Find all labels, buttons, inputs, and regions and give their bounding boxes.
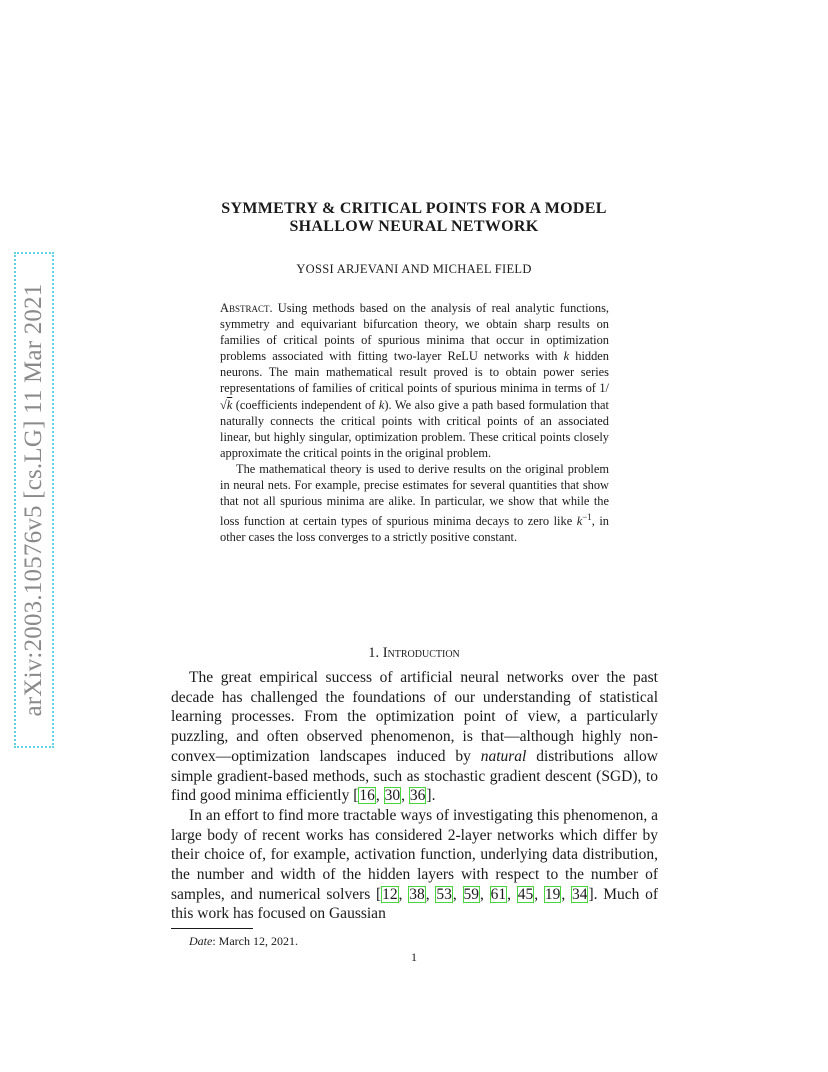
emphasis-natural: natural xyxy=(480,747,527,765)
abstract-text: , in other cases the loss converges to a strictly positive constant. xyxy=(220,514,609,545)
math-k: k xyxy=(378,397,385,412)
citation-link[interactable]: 59 xyxy=(463,885,479,903)
section-title: Introduction xyxy=(382,645,460,661)
citation-link[interactable]: 34 xyxy=(571,885,588,903)
citation-link[interactable]: 30 xyxy=(384,787,401,805)
page-number: 1 xyxy=(411,950,417,964)
title-line-1: SYMMETRY & CRITICAL POINTS FOR A MODEL xyxy=(221,200,607,217)
paper-title xyxy=(160,200,668,236)
abstract-text: (coefficients independent of xyxy=(232,397,379,412)
footnote-text: : March 12, 2021. xyxy=(212,934,298,948)
math-exponent: −1 xyxy=(582,512,592,523)
intro-text: In an effort to find more tractable ways of investigating this phenomenon, a large body of recent works has considered 2-layer networks which differ by their choice of, for example, activation function, underlying data distribution, the number and width of the hidden layers with respect to the number of samples, and numerical solvers [ xyxy=(171,806,658,903)
abstract-text: ). We also give a path based formulation that naturally connects the critical points with critical points of an associated linear, but highly singular, optimization problem. These critical points closely approximate the critical points in the original problem. xyxy=(220,397,609,460)
citation-link[interactable]: 38 xyxy=(409,885,425,903)
intro-text: ]. Much of this work has focused on Gaussian xyxy=(171,885,659,923)
intro-text: The great empirical success of artificial neural networks over the past decade has challenged the foundations of our understanding of statistical learning processes. From the optimization point of view, a particularly puzzling, and often observed phenomenon, is that—although highly non-convex—optimization landscapes induced by xyxy=(171,669,658,765)
introduction-body xyxy=(171,668,658,924)
math-k: k xyxy=(226,397,233,412)
citation-link[interactable]: 61 xyxy=(490,885,507,903)
authors: YOSSI ARJEVANI AND MICHAEL FIELD xyxy=(296,262,532,276)
footnote-rule xyxy=(171,928,253,929)
arxiv-stamp[interactable] xyxy=(14,252,54,748)
intro-paragraph-1: The great empirical success of artificial neural networks over the past decade has challenged the foundations of our understanding of statistical learning processes. From the optimization point of view, a particularly puzzling, and often observed phenomenon, is that—although highly non-convex—optimization landscapes induced by natural distributions allow simple gradient-based methods, such as stochastic gradient descent (SGD), to find good minima efficiently [16, 30, 36]. xyxy=(171,669,658,805)
abstract-text: hidden neurons. The main mathematical result proved is to obtain power series representations of families of critical points of spurious minima in terms of 1/√ xyxy=(220,349,609,412)
section-heading xyxy=(160,645,668,662)
abstract-paragraph-1 xyxy=(220,300,609,461)
abstract-text: Using methods based on the analysis of real analytic functions, symmetry and equivariant bifurcation theory, we obtain sharp results on families of critical points of spurious minima that occur in optimization problems associated with fitting two-layer ReLU networks with xyxy=(220,301,609,364)
title-line-2: SHALLOW NEURAL NETWORK xyxy=(289,218,539,235)
arxiv-identifier: arXiv:2003.10576v5 [cs.LG] 11 Mar 2021 xyxy=(20,283,47,717)
abstract-label: Abstract. xyxy=(220,301,273,315)
abstract xyxy=(220,300,609,546)
math-k: k xyxy=(576,514,583,529)
abstract-paragraph-2 xyxy=(220,461,609,546)
intro-paragraph-2: In an effort to find more tractable ways of investigating this phenomenon, a large body of recent works has considered 2-layer networks which differ by their choice of, for example, activation function, underlying data distribution, the number and width of the hidden layers with respect to the number of samples, and numerical solvers [12, 38, 53, 59, 61, 45, 19, 34]. Much of this work has focused on Gaussian xyxy=(171,806,659,923)
intro-text: ]. xyxy=(426,787,436,805)
abstract-text: The mathematical theory is used to derive results on the original problem in neural nets. For example, precise estimates for several quantities that show that not all spurious minima are alike. In particular, we show that while the loss function at certain types of spurious minima decays to zero like xyxy=(220,461,609,529)
citation-link[interactable]: 45 xyxy=(517,885,534,903)
intro-text: distributions allow simple gradient-based methods, such as stochastic gradient descent (SGD), to find good minima efficiently [ xyxy=(171,747,658,805)
footnote-label: Date xyxy=(189,934,213,948)
citation-link[interactable]: 36 xyxy=(409,787,426,805)
math-k: k xyxy=(563,349,570,364)
citation-link[interactable]: 53 xyxy=(436,885,452,903)
citation-link[interactable]: 12 xyxy=(382,885,398,903)
citation-link[interactable]: 19 xyxy=(544,885,561,903)
footnote xyxy=(189,934,298,949)
citation-link[interactable]: 16 xyxy=(359,787,375,805)
section-number: 1. xyxy=(368,645,380,661)
